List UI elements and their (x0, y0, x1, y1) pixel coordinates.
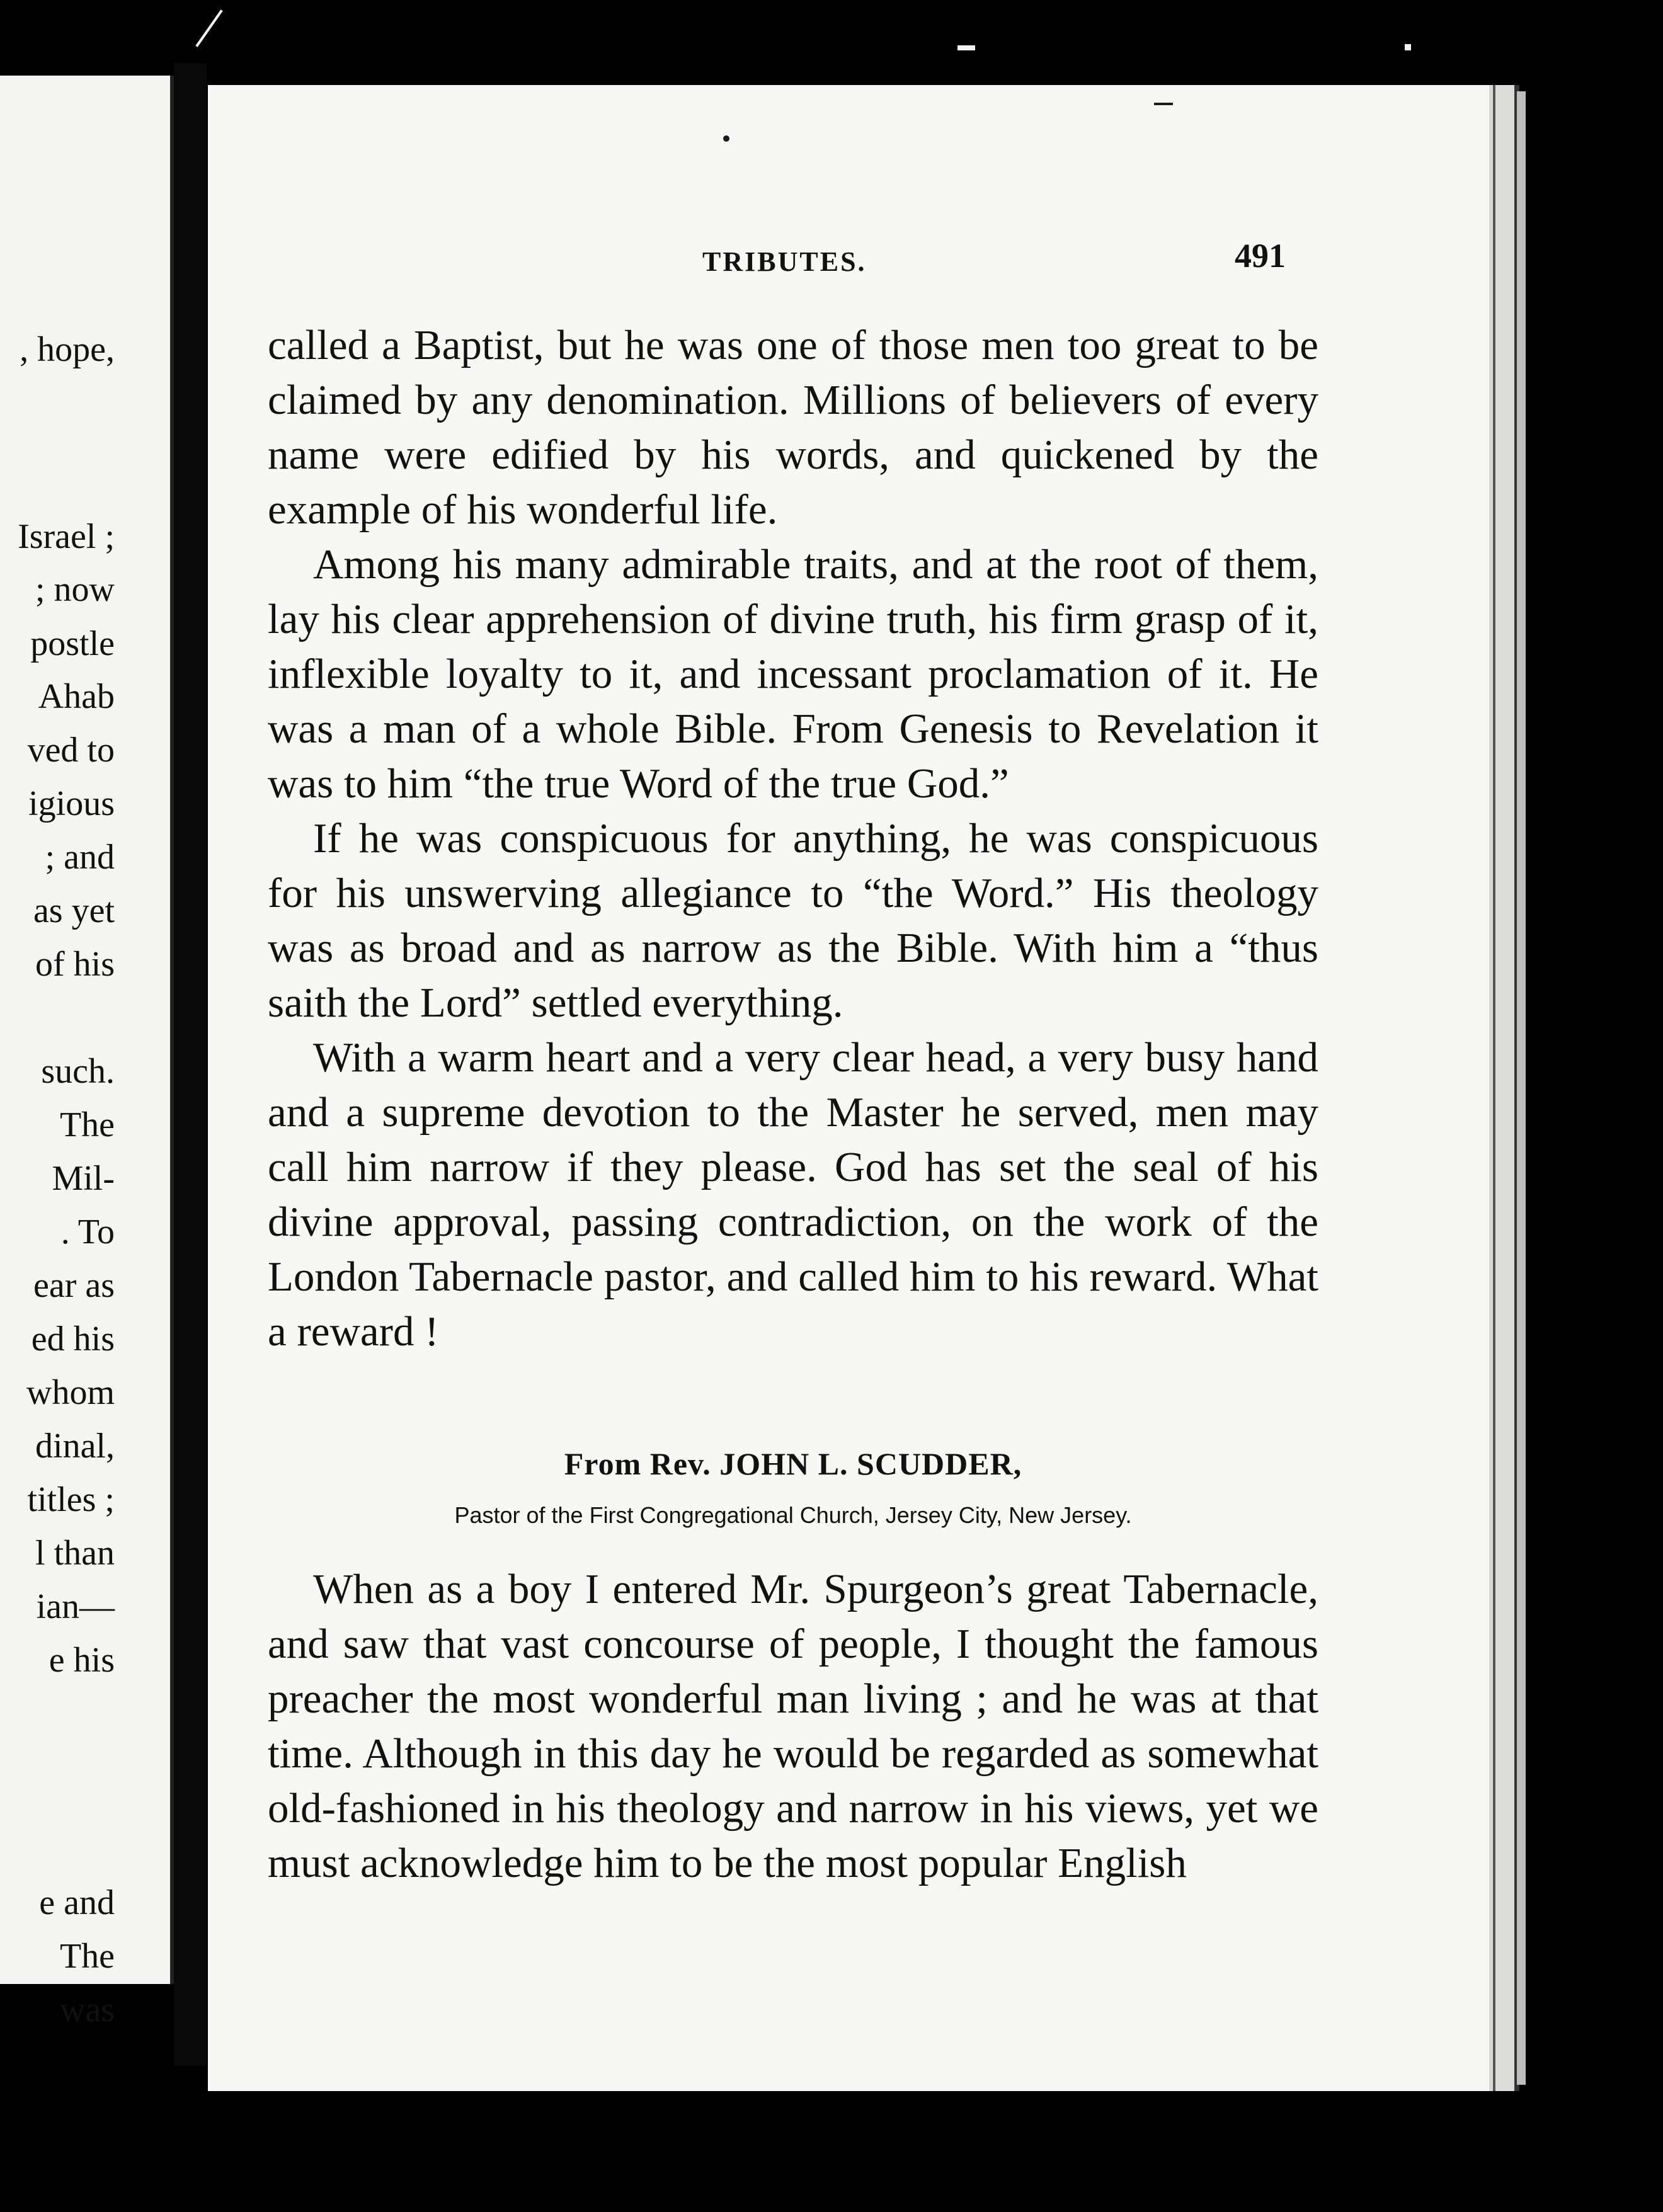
left-page-line: of his (35, 945, 115, 984)
left-page-line: e and (39, 1883, 115, 1922)
tribute-byline-subtitle: Pastor of the First Congregational Church, Jersey City, New Jersey. (454, 1502, 1132, 1528)
left-page-line: postle (30, 624, 115, 663)
page-stack-edge (1517, 91, 1526, 2085)
scan-artifact (195, 9, 222, 47)
paragraph: If he was conspicuous for anything, he was conspicuous for his unswerving allegiance to “the Word.” His theology was as broad and as narrow as the Bible. With him a “thus saith the Lord” settled everything. (268, 815, 1318, 1026)
left-page-line: , hope, (20, 330, 115, 369)
paragraph: called a Baptist, but he was one of those men too great to be claimed by any denomination. Millions of believers of every name were edified by his words, and quickened by the example of his wonderful life. (268, 322, 1318, 533)
left-page-line: igious (28, 784, 115, 823)
page-stack-edge (1493, 85, 1519, 2091)
book-gutter (174, 63, 207, 2066)
left-page-line: ved to (27, 731, 115, 770)
left-facing-page (0, 76, 174, 2029)
left-page-line: ; and (45, 838, 115, 877)
left-page-line: The (59, 1105, 115, 1144)
left-page-line: Mil- (52, 1159, 115, 1198)
scan-artifact (1405, 44, 1411, 50)
tribute-byline: From Rev. JOHN L. SCUDDER, (564, 1446, 1022, 1481)
left-page-line: ed his (31, 1320, 115, 1359)
left-page-line: . To (60, 1212, 115, 1251)
left-page-line: dinal, (35, 1427, 115, 1466)
scan-artifact (723, 135, 729, 142)
scan-artifact (1154, 103, 1173, 105)
left-page-line: whom (26, 1373, 115, 1412)
body-text-top (268, 318, 1318, 1359)
left-page-line: titles ; (27, 1480, 115, 1519)
left-page-line: ; now (35, 570, 115, 609)
running-head: TRIBUTES. (702, 246, 867, 277)
left-page-line: such. (41, 1052, 115, 1091)
left-page-line: ear as (33, 1266, 115, 1305)
left-page-line: l than (35, 1534, 115, 1573)
left-page-line: as yet (33, 891, 115, 930)
left-page-line: e his (49, 1641, 115, 1680)
left-page-line: was (59, 1990, 115, 2029)
left-page-line: Ahab (38, 677, 115, 716)
left-page-line: The (59, 1937, 115, 1976)
body-text-bottom (268, 1562, 1318, 1891)
page-number: 491 (1235, 237, 1286, 275)
scan-artifact (957, 45, 975, 50)
paragraph: With a warm heart and a very clear head, a very busy hand and a supreme devotion to the Master he served, men may call him narrow if they please. God has set the seal of his divine approval, passing contradiction, on the work of the London Tabernacle pastor, and called him to his reward. What a reward ! (268, 1034, 1318, 1355)
paragraph: When as a boy I entered Mr. Spurgeon’s great Tabernacle, and saw that vast concourse of people, I thought the famous preacher the most wonderful man living ; and he was at that time. Although in this day he would be regarded as somewhat old-fashioned in his theology and narrow in his views, yet we must acknowledge him to be the most popular English (268, 1566, 1318, 1886)
paragraph: Among his many admirable traits, and at the root of them, lay his clear apprehension of divine truth, his firm grasp of it, inflexible loyalty to it, and incessant proclamation of it. He was a man of a whole Bible. From Genesis to Revelation it was to him “the true Word of the true God.” (268, 541, 1318, 807)
left-page-line: ian— (36, 1587, 115, 1626)
left-page-line: Israel ; (18, 517, 115, 556)
